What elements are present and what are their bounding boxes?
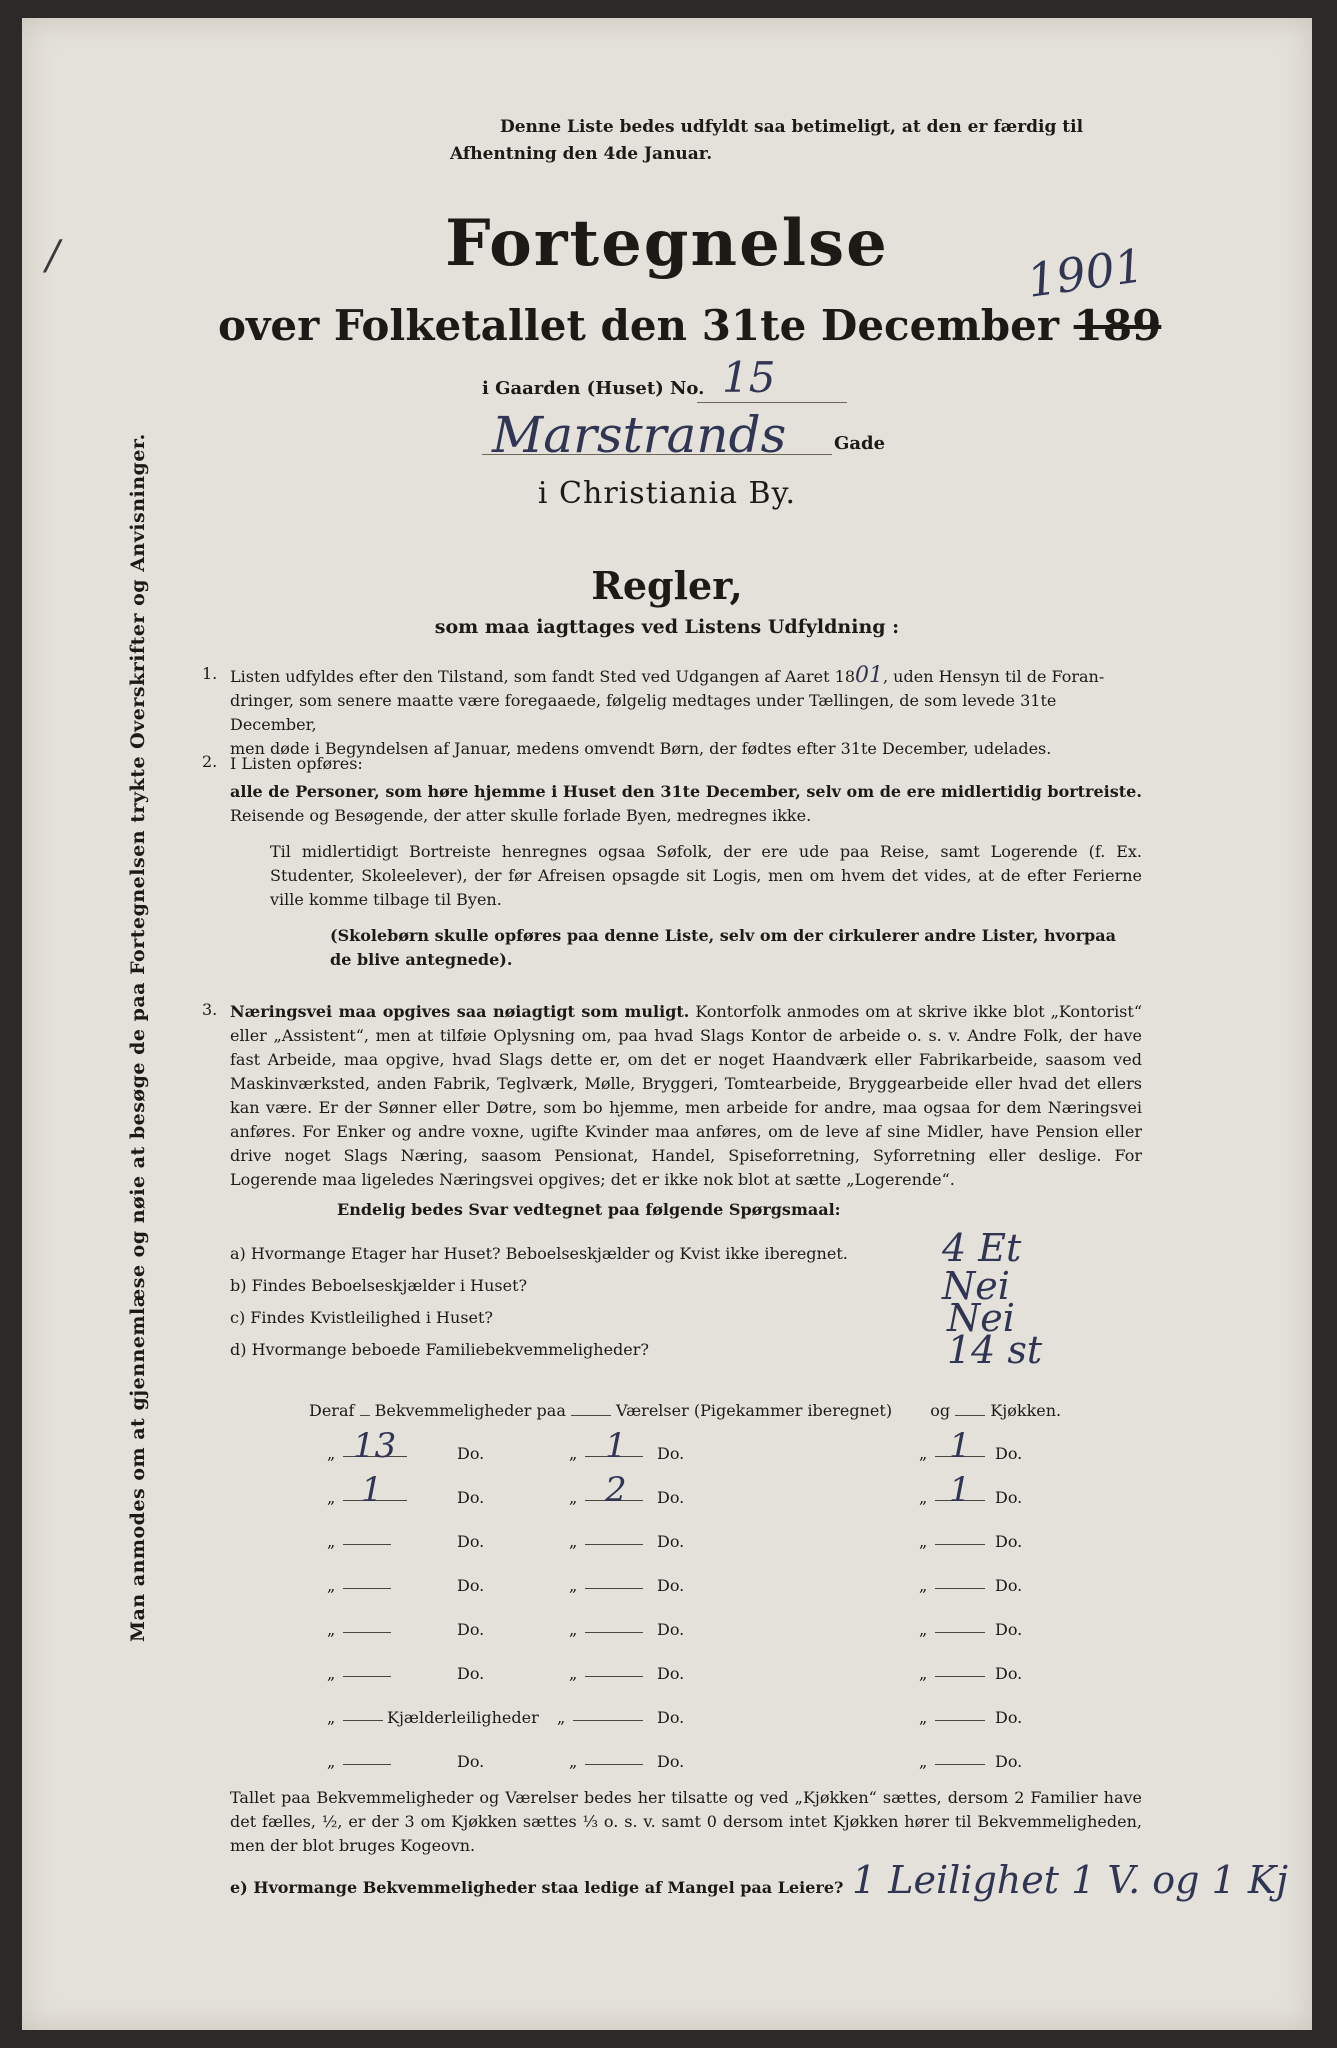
do-label: Do. (995, 1664, 1023, 1683)
ditto-mark: „ (557, 1708, 566, 1727)
table-row (309, 1426, 1089, 1472)
row-1-kjokken: 1 (949, 1426, 971, 1466)
blank-line (935, 1632, 985, 1633)
do-label: Do. (457, 1620, 485, 1639)
do-label: Do. (657, 1664, 685, 1683)
rule-1-line-2: dringer, som senere maatte være foregaaede, følgelig medtages under Tællingen, de som levede 31te December, (230, 691, 1057, 734)
do-label: Do. (995, 1444, 1023, 1463)
rule-1-text-b: , uden Hensyn til de Foran- (883, 667, 1105, 686)
do-label: Do. (657, 1752, 685, 1771)
row-2-vaerelser: 2 (605, 1470, 627, 1510)
blank-line (935, 1764, 985, 1765)
blank-line (935, 1544, 985, 1545)
blank-line (585, 1764, 643, 1765)
ditto-mark: „ (919, 1488, 928, 1507)
rules-heading: Regler, (591, 563, 743, 608)
blank-line (935, 1676, 985, 1677)
ditto-mark: „ (919, 1752, 928, 1771)
blank-line (935, 1720, 985, 1721)
blank-line (343, 1720, 383, 1721)
form-title: Fortegnelse (445, 206, 889, 281)
ditto-mark: „ (569, 1444, 578, 1463)
table-row (309, 1744, 1089, 1780)
rule-2-para-1 (230, 780, 1142, 828)
ditto-mark: „ (327, 1708, 336, 1727)
form-subtitle (218, 301, 1161, 350)
do-label: Do. (457, 1576, 485, 1595)
side-note: Man anmodes om at gjennemlæse og nøie at besøge de paa Fortegnelsen trykte Overskrifter og Anvisninger. (127, 433, 149, 1642)
question-e: e) Hvormange Bekvemmeligheder staa ledige af Mangel paa Leiere? (230, 1878, 844, 1897)
ditto-mark: „ (327, 1576, 336, 1595)
row-2-kjokken: 1 (949, 1470, 971, 1510)
answer-e: 1 Leilighet 1 V. og 1 Kj (852, 1858, 1288, 1902)
rule-1-line-3: men døde i Begyndelsen af Januar, medens omvendt Børn, der fødtes efter 31te December, udelades. (230, 739, 1052, 758)
ditto-mark: „ (919, 1664, 928, 1683)
rule-1-number: 1. (202, 664, 218, 683)
do-label: Do. (995, 1488, 1023, 1507)
ditto-mark: „ (569, 1620, 578, 1639)
rule-3-number: 3. (202, 1000, 218, 1019)
header-og: og (930, 1401, 951, 1420)
blank-line (343, 1676, 391, 1677)
do-label: Do. (657, 1444, 685, 1463)
do-label: Do. (995, 1752, 1023, 1771)
pickup-notice (450, 114, 1150, 168)
printed-year: 189 (1073, 301, 1162, 350)
ditto-mark: „ (569, 1488, 578, 1507)
rule-2-para-2: Til midlertidigt Bortreiste henregnes ogsaa Søfolk, der ere ude paa Reise, samt Logerende (f. Ex. Studenter, Skoleelever), der før Afreisen opsagde sit Logis, men om hvem det vides, at de efter Ferierne ville komme tilbage til Byen. (270, 842, 1142, 909)
row-1-bekvemmeligheder: 13 (353, 1426, 397, 1466)
ditto-mark: „ (569, 1752, 578, 1771)
do-label: Do. (457, 1752, 485, 1771)
margin-tick-mark: / (46, 233, 60, 279)
house-number: 15 (722, 353, 776, 402)
row-1-vaerelser: 1 (605, 1426, 627, 1466)
footer-instructions: Tallet paa Bekvemmeligheder og Værelser bedes her tilsatte og ved „Kjøkken“ sættes, dersom 2 Familier have det fælles, ½, er der 3 om Kjøkken sættes ⅓ o. s. v. samt 0 dersom intet Kjøkken hører til Bekvemmeligheden, men der blot bruges Kogeovn. (230, 1788, 1142, 1855)
rule-2-para-1a: alle de Personer, som høre hjemme i Huset den 31te December, selv om de ere midlertidig bortreiste. (230, 782, 1142, 801)
subtitle-text: over Folketallet den 31te December (218, 301, 1060, 350)
city-line: i Christiania By. (537, 476, 797, 511)
row-2-bekvemmeligheder: 1 (361, 1470, 383, 1510)
ditto-mark: „ (919, 1620, 928, 1639)
blank-line (935, 1588, 985, 1589)
notice-line-1: Denne Liste bedes udfyldt saa betimeligt, at den er færdig til (500, 117, 1084, 137)
do-label: Do. (657, 1708, 685, 1727)
ditto-mark: „ (327, 1532, 336, 1551)
ditto-mark: „ (919, 1444, 928, 1463)
ditto-mark: „ (569, 1664, 578, 1683)
ditto-mark: „ (327, 1444, 336, 1463)
blank-line (343, 1632, 391, 1633)
handwritten-year: 1901 (1023, 238, 1148, 308)
rule-3-lead: Næringsvei maa opgives saa nøiagtigt som muligt. (230, 1002, 690, 1021)
house-label: i Gaarden (Huset) No. (482, 378, 705, 399)
rules-subheading: som maa iagttages ved Listens Udfyldning : (434, 616, 900, 638)
blank-line (585, 1632, 643, 1633)
ditto-mark: „ (919, 1708, 928, 1727)
do-label: Do. (995, 1620, 1023, 1639)
ditto-mark: „ (327, 1664, 336, 1683)
questions-intro: Endelig bedes Svar vedtegnet paa følgende Spørgsmaal: (337, 1200, 841, 1219)
do-label: Do. (995, 1532, 1023, 1551)
ditto-mark: „ (327, 1620, 336, 1639)
rule-2-number: 2. (202, 752, 218, 771)
rule-2-line-1: I Listen opføres: (230, 754, 363, 773)
question-b: b) Findes Beboelseskjælder i Huset? (230, 1276, 528, 1295)
rule-2 (230, 752, 1142, 972)
do-label: Do. (657, 1488, 685, 1507)
rule-1-year: 01 (855, 663, 883, 688)
table-row (309, 1568, 1089, 1604)
do-label: Do. (657, 1576, 685, 1595)
do-label: Do. (457, 1444, 485, 1463)
street-line (482, 454, 832, 455)
header-vaerelser: Værelser (Pigekammer iberegnet) (616, 1401, 893, 1420)
do-label: Do. (657, 1620, 685, 1639)
rule-2-para-1b: Reisende og Besøgende, der atter skulle forlade Byen, medregnes ikke. (230, 806, 812, 825)
table-row (309, 1470, 1089, 1516)
census-form-page (22, 18, 1312, 2030)
gade-label: Gade (834, 433, 886, 454)
header-kjokken: Kjøkken. (990, 1401, 1062, 1420)
ditto-mark: „ (919, 1532, 928, 1551)
table-row (309, 1524, 1089, 1560)
answer-a: 4 Et (942, 1226, 1022, 1270)
do-label: Do. (657, 1532, 685, 1551)
ditto-mark: „ (327, 1752, 336, 1771)
do-label: Do. (457, 1664, 485, 1683)
answer-d: 14 st (947, 1328, 1043, 1372)
do-label: Do. (995, 1576, 1023, 1595)
ditto-mark: „ (569, 1576, 578, 1595)
question-d: d) Hvormange beboede Familiebekvemmeligheder? (230, 1340, 649, 1359)
table-header (309, 1401, 1061, 1420)
notice-line-2: Afhentning den 4de Januar. (450, 144, 713, 164)
kjaelderleiligheder-label: Kjælderleiligheder (387, 1708, 539, 1727)
table-row (309, 1656, 1089, 1692)
blank-line (343, 1544, 391, 1545)
ditto-mark: „ (569, 1532, 578, 1551)
question-a: a) Hvormange Etager har Huset? Beboelseskjælder og Kvist ikke iberegnet. (230, 1244, 848, 1263)
blank-line (585, 1588, 643, 1589)
blank-line (573, 1720, 643, 1721)
answer-b: Nei (942, 1264, 1010, 1308)
do-label: Do. (457, 1488, 485, 1507)
rule-2-para-3: (Skolebørn skulle opføres paa denne Liste, selv om der cirkulerer andre Lister, hvorpaa de blive antegnede). (330, 926, 1116, 969)
header-bekvemmeligheder: Bekvemmeligheder paa (374, 1401, 566, 1420)
street-name: Marstrands (492, 406, 787, 464)
blank-line (585, 1676, 643, 1677)
ditto-mark: „ (919, 1576, 928, 1595)
house-number-line (697, 402, 847, 403)
do-label: Do. (995, 1708, 1023, 1727)
table-row (309, 1612, 1089, 1648)
answer-c: Nei (947, 1296, 1015, 1340)
table-row-kjaelder (309, 1700, 1089, 1736)
blank-line (343, 1588, 391, 1589)
rule-1 (230, 664, 1142, 761)
rule-3 (230, 1000, 1142, 1192)
header-deraf: Deraf (309, 1401, 355, 1420)
do-label: Do. (457, 1532, 485, 1551)
rule-1-text-a: Listen udfyldes efter den Tilstand, som fandt Sted ved Udgangen af Aaret 18 (230, 667, 855, 686)
blank-line (585, 1544, 643, 1545)
ditto-mark: „ (327, 1488, 336, 1507)
rule-3-text: Kontorfolk anmodes om at skrive ikke blot „Kontorist“ eller „Assistent“, men at tilføie Oplysning om, paa hvad Slags Kontor de arbeide o. s. v. Andre Folk, der have fast Arbeide, maa opgive, hvad Slags dette er, om det er noget Haandværk eller Fabrikarbeide, saasom ved Maskinværksted, anden Fabrik, Teglværk, Mølle, Bryggeri, Tomtearbeide, Bryggearbeide eller hvad det ellers kan være. Er der Sønner eller Døtre, som bo hjemme, men arbeide for andre, maa ogsaa for dem Næringsvei anføres. For Enker og andre voxne, ugifte Kvinder maa anføres, om de leve af sine Midler, have Pension eller drive noget Slags Næring, saasom Pensionat, Handel, Spiseforretning, Syforretning eller deslige. For Logerende maa ligeledes Næringsvei opgives; det er ikke nok blot at sætte „Logerende“. (230, 1002, 1143, 1189)
rule-1-line-1 (230, 664, 1142, 689)
blank-line (343, 1764, 391, 1765)
question-c: c) Findes Kvistleilighed i Huset? (230, 1308, 493, 1327)
